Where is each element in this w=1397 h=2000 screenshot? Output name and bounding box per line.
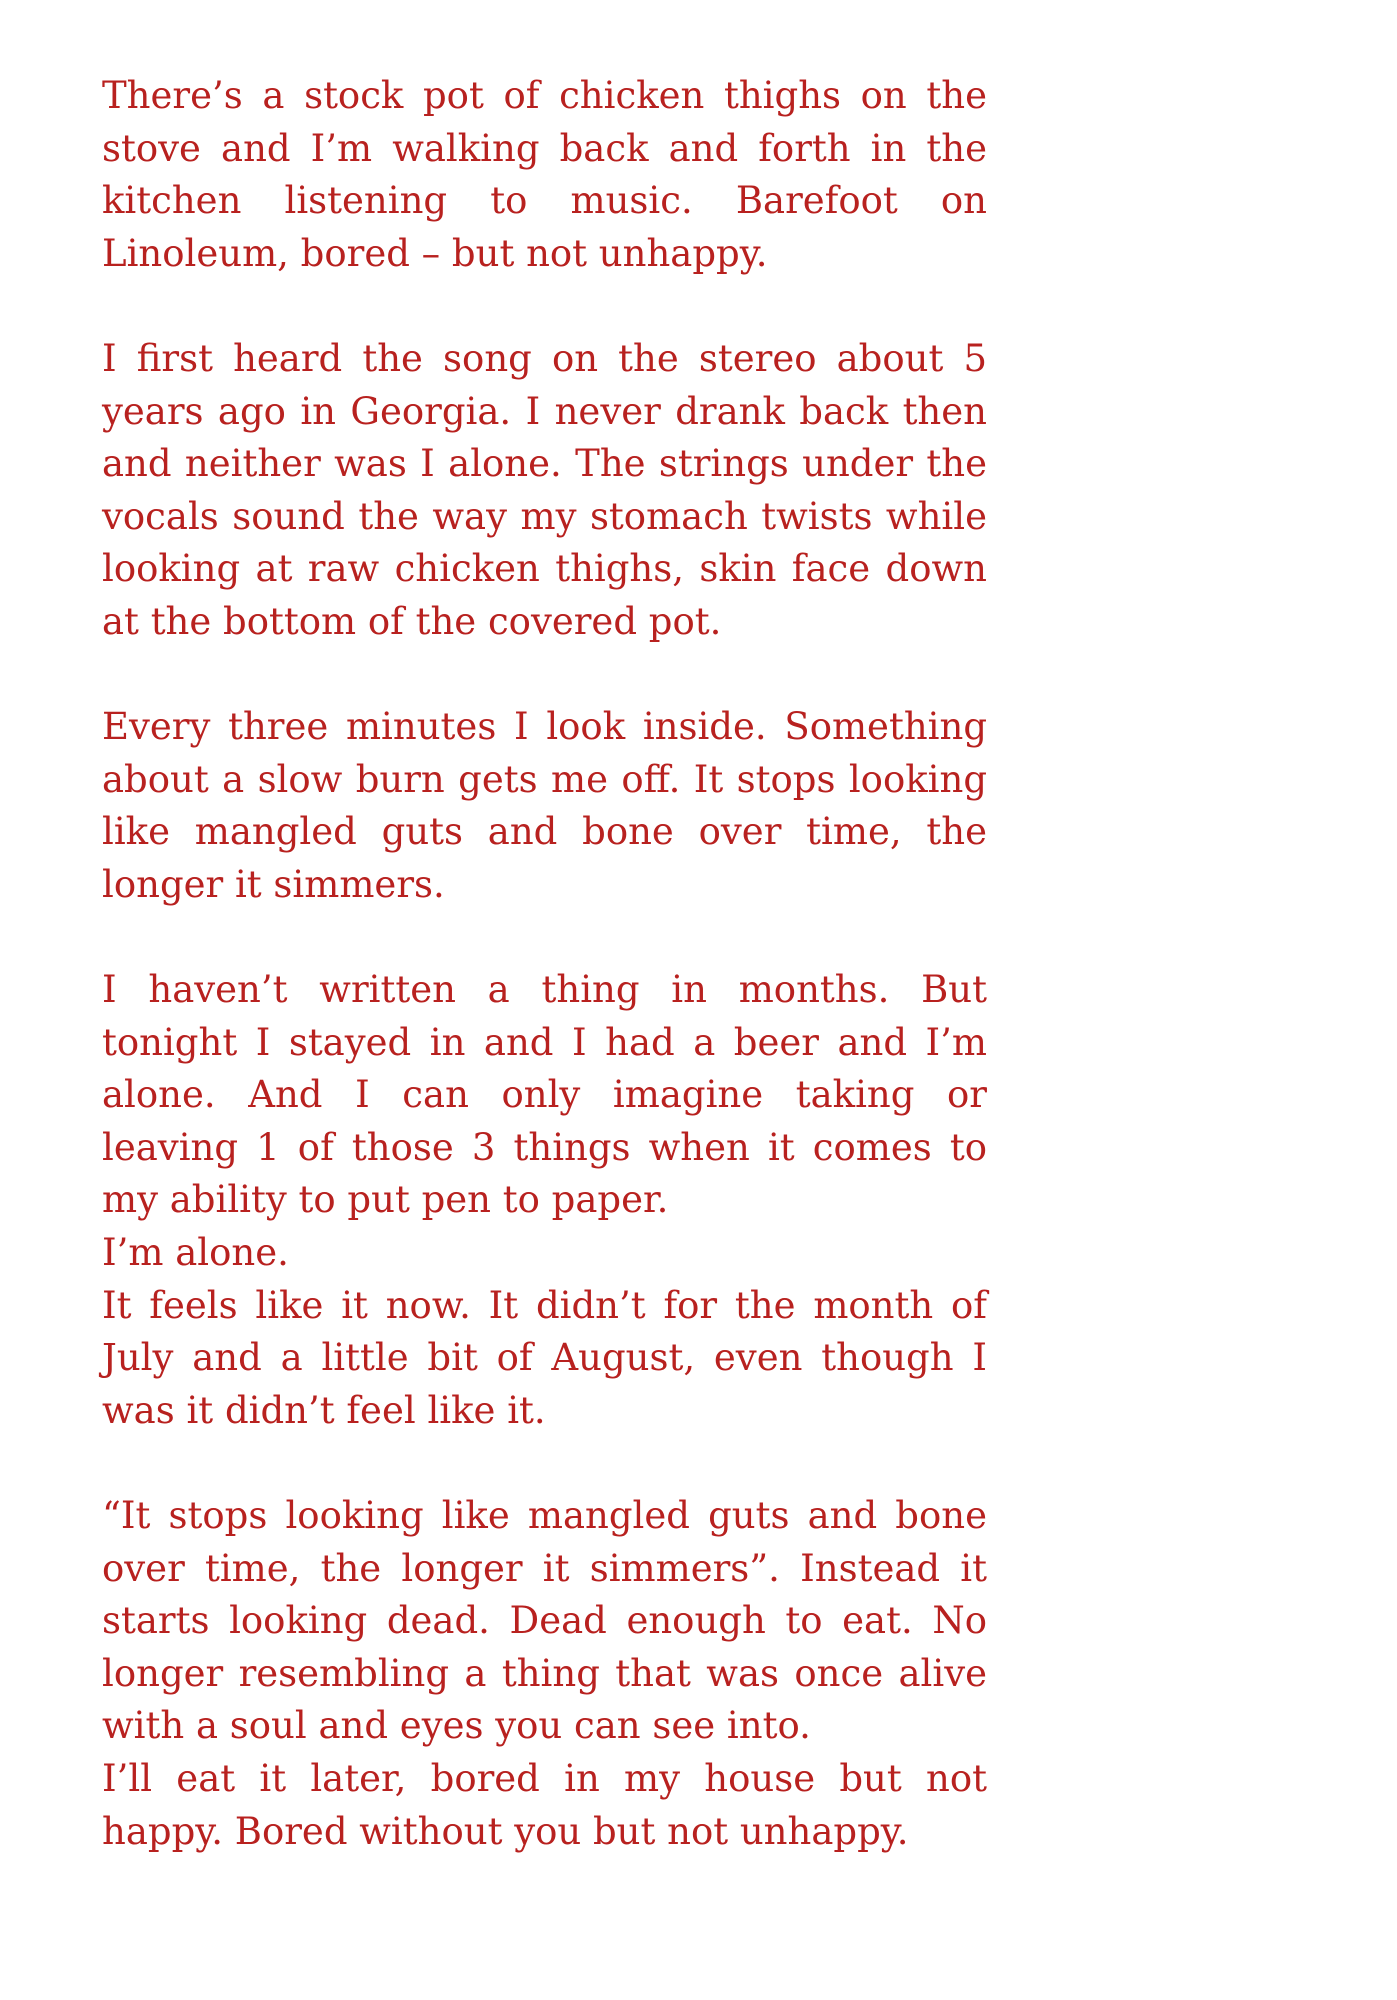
paragraph-text: I’m alone.	[102, 1231, 289, 1275]
paragraph-text: Every three minutes I look inside. Something about a slow burn gets me off. It stops looking like mangled guts and bone over time, the longer it simmers.	[102, 705, 987, 906]
paragraph-4	[102, 964, 987, 1437]
body-text	[102, 70, 987, 1911]
paragraph-text: It feels like it now. It didn’t for the month of July and a little bit of August, even though I was it didn’t feel like it.	[102, 1283, 987, 1432]
paragraph-text: “It stops looking like mangled guts and bone over time, the longer it simmers”. Instead it starts looking dead. Dead enough to eat. No longer resembling a thing that was once alive with a soul and eyes you can see into.	[102, 1494, 987, 1748]
paragraph-3	[102, 701, 987, 911]
paragraph-text: I’ll eat it later, bored in my house but not happy. Bored without you but not unhappy.	[102, 1757, 987, 1853]
paragraph-5	[102, 1490, 987, 1858]
paragraph-text: I first heard the song on the stereo about 5 years ago in Georgia. I never drank back then and neither was I alone. The strings under the vocals sound the way my stomach twists while looking at raw chicken thighs, skin face down at the bottom of the covered pot.	[102, 336, 987, 643]
paragraph-text: I haven’t written a thing in months. But tonight I stayed in and I had a beer and I’m alone. And I can only imagine taking or leaving 1 of those 3 things when it comes to my ability to put pen to paper.	[102, 968, 987, 1222]
paragraph-text: There’s a stock pot of chicken thighs on the stove and I’m walking back and forth in the kitchen listening to music. Barefoot on Linoleum, bored – but not unhappy.	[102, 74, 987, 275]
paragraph-1	[102, 70, 987, 280]
paragraph-2	[102, 333, 987, 649]
